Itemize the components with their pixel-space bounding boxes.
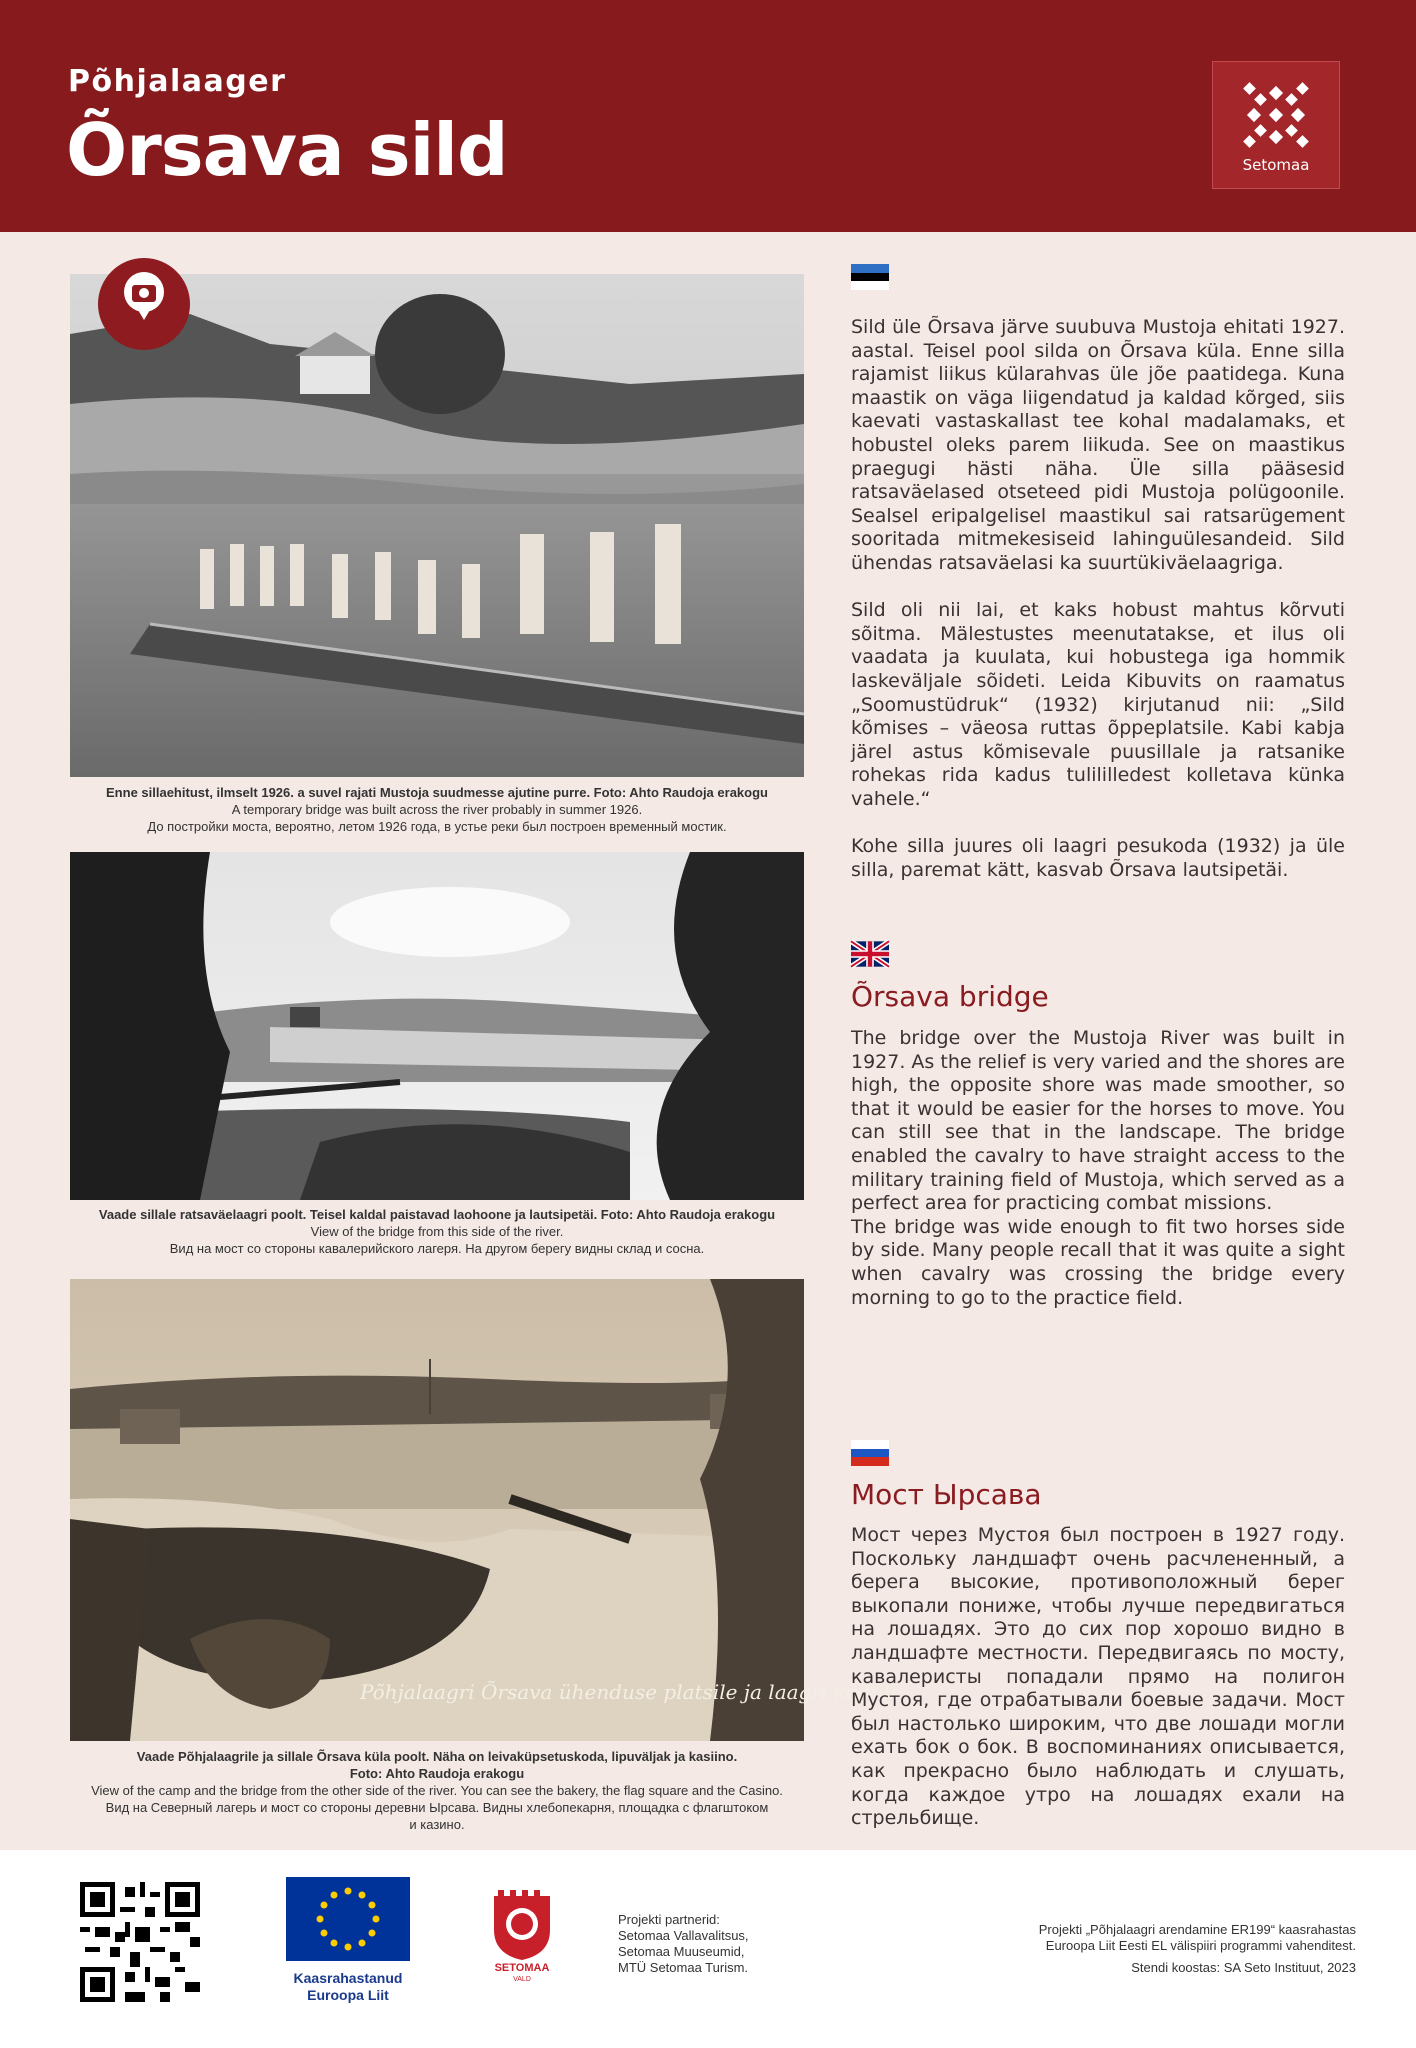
partner-1: Setomaa Vallavalitsus, (618, 1928, 749, 1943)
estonian-text (851, 316, 1345, 906)
photo-camp-view (70, 1279, 902, 1741)
caption-3-en: View of the camp and the bridge from the other side of the river. You can see the bakery, the flag square and the Casino. (91, 1783, 783, 1798)
setomaa-logo (1212, 61, 1340, 189)
caption-3-et-line2: Foto: Ahto Raudoja erakogu (349, 1766, 525, 1781)
partner-3: MTÜ Setomaa Turism. (618, 1960, 749, 1975)
caption-photo-2 (70, 1206, 804, 1257)
uk-flag-icon (851, 941, 889, 967)
project-line-2: Euroopa Liit Eesti EL välispiiri programmi vahenditest. (1045, 1938, 1356, 1953)
photo-bridge-view (70, 852, 804, 1200)
setomaa-crest (492, 1890, 552, 1990)
eu-caption (266, 1970, 430, 2004)
page-kicker: Põhjalaager (68, 64, 287, 99)
english-paragraph-2: The bridge was wide enough to fit two horses side by side. Many people recall that it was quite a sight when cavalry was crossing the bridge every morning to go to the practice field. (851, 1215, 1345, 1309)
caption-3-ru-line2: и казино. (409, 1817, 465, 1832)
crest-subtext: VALD (513, 1976, 531, 1983)
russian-text (851, 1524, 1345, 1831)
eu-caption-line1: Kaasrahastanud (293, 1970, 403, 1986)
russian-heading: Мост Ырсава (851, 1478, 1042, 1511)
russian-paragraph: Мост через Мустоя был построен в 1927 году. Поскольку ландшафт очень расчлененный, а берега высокие, противоположный берег выкопали пониже, чтобы лучше передвигаться на лошадях. Это до сих пор хорошо видно в ландшафте местности. Передвигаясь по мосту, кавалеристы попадали прямо на полигон Мустоя, где отрабатывали боевые задачи. Мост был настолько широким, что две лошади могли ехать бок о бок. В воспоминаниях описывается, как прекрасно было наблюдать и слушать, когда каждое утро на лошадях ехали на стрельбище. (851, 1524, 1345, 1830)
qr-code-icon (80, 1882, 200, 2002)
caption-3-ru-line1: Вид на Северный лагерь и мост со стороны деревни Ырсава. Видны хлебопекарня, площадка с флагштоком (105, 1800, 769, 1815)
credit-line: Stendi koostas: SA Seto Instituut, 2023 (1131, 1960, 1356, 1975)
eu-caption-line2: Euroopa Liit (307, 1987, 389, 2003)
estonian-paragraph-1: Sild üle Õrsava järve suubuva Mustoja ehitati 1927. aastal. Teisel pool silda on Õrsava küla. Enne silla rajamist liikus külarahvas üle jõe paatidega. Kuna maastik on väga liigendatud ja kaldad kõrged, siis kaevati vastaskallast tee kohal madalamaks, et hobustel oleks parem liikuda. See on maastikus praegugi hästi näha. Üle silla pääsesid ratsaväelased otseteed pidi Mustoja polügoonile. Sealsel eripalgelisel maastikul sai ratsarügement sooritada mitmekesiseid lahinguülesandeid. Sild ühendas ratsaväelasi ka suurtükiväelaagriga. (851, 316, 1345, 574)
photo-handwriting: Põhjalaagri Õrsava ühenduse platsile ja laagri kõdule (360, 1680, 902, 1704)
seto-pattern-icon (1241, 80, 1311, 150)
caption-1-et: Enne sillaehitust, ilmselt 1926. a suvel rajati Mustoja suudmesse ajutine purre. Foto: Ahto Raudoja erakogu (106, 785, 768, 800)
crest-text: SETOMAA (494, 1962, 550, 1974)
eu-stars-icon (286, 1877, 410, 1961)
page-title: Õrsava sild (66, 108, 508, 192)
caption-photo-1 (70, 784, 804, 835)
partners-block (618, 1912, 749, 1976)
russian-flag-icon (851, 1440, 889, 1466)
english-text (851, 1027, 1345, 1310)
caption-1-en: A temporary bridge was built across the river probably in summer 1926. (231, 802, 643, 817)
footer (0, 1850, 1416, 2048)
partners-title: Projekti partnerid: (618, 1912, 720, 1927)
header-banner (0, 0, 1416, 232)
english-paragraph-1: The bridge over the Mustoja River was built in 1927. As the relief is very varied and the shores are high, the opposite shore was made smoother, so that it would be easier for the horses to move. You can still see that in the landscape. The bridge enabled the cavalry to have straight access to the military training field of Mustoja, which served as a perfect area for practicing combat missions. (851, 1027, 1345, 1215)
eu-logo (286, 1877, 410, 1961)
estonian-flag-icon (851, 264, 889, 290)
caption-2-ru: Вид на мост со стороны кавалерийского лагеря. На другом берегу видны склад и сосна. (169, 1241, 705, 1256)
logo-label: Setomaa (1242, 156, 1310, 174)
estonian-paragraph-3: Kohe silla juures oli laagri pesukoda (1932) ja üle silla, paremat kätt, kasvab Õrsava lautsipetäi. (851, 835, 1345, 881)
caption-1-ru: До постройки моста, вероятно, летом 1926 года, в устье реки был построен временный мостик. (147, 819, 727, 834)
english-heading: Õrsava bridge (851, 980, 1049, 1013)
project-block (1039, 1922, 1356, 1976)
estonian-paragraph-2: Sild oli nii lai, et kaks hobust mahtus kõrvuti sõitma. Mälestustes meenutatakse, et ilus oli vaadata ja kuulata, kui hobustega iga hommik laskeväljale sõideti. Leida Kibuvits on raamatus „Soomustüdruk“ (1932) kirjutanud nii: „Sild kõmises – väeosa ruttas õppeplatsile. Kabi kabja järel astus kõmisevale puusillale ja ratsanike rohekas rida kadus tulililledest kolletava künka vahele.“ (851, 599, 1345, 810)
camera-icon (98, 258, 190, 350)
caption-3-et-line1: Vaade Põhjalaagrile ja sillale Õrsava küla poolt. Näha on leivaküpsetuskoda, lipuväljak ja kasiino. (136, 1749, 738, 1764)
caption-photo-3 (70, 1748, 804, 1833)
caption-2-en: View of the bridge from this side of the river. (310, 1224, 564, 1239)
partner-2: Setomaa Muuseumid, (618, 1944, 745, 1959)
setomaa-crest-icon (492, 1890, 552, 1962)
photo-location-badge (98, 258, 190, 350)
caption-2-et: Vaade sillale ratsaväelaagri poolt. Teisel kaldal paistavad laohoone ja lautsipetäi. Foto: Ahto Raudoja erakogu (98, 1207, 776, 1222)
project-line-1: Projekti „Põhjalaagri arendamine ER199“ kaasrahastas (1038, 1922, 1356, 1937)
